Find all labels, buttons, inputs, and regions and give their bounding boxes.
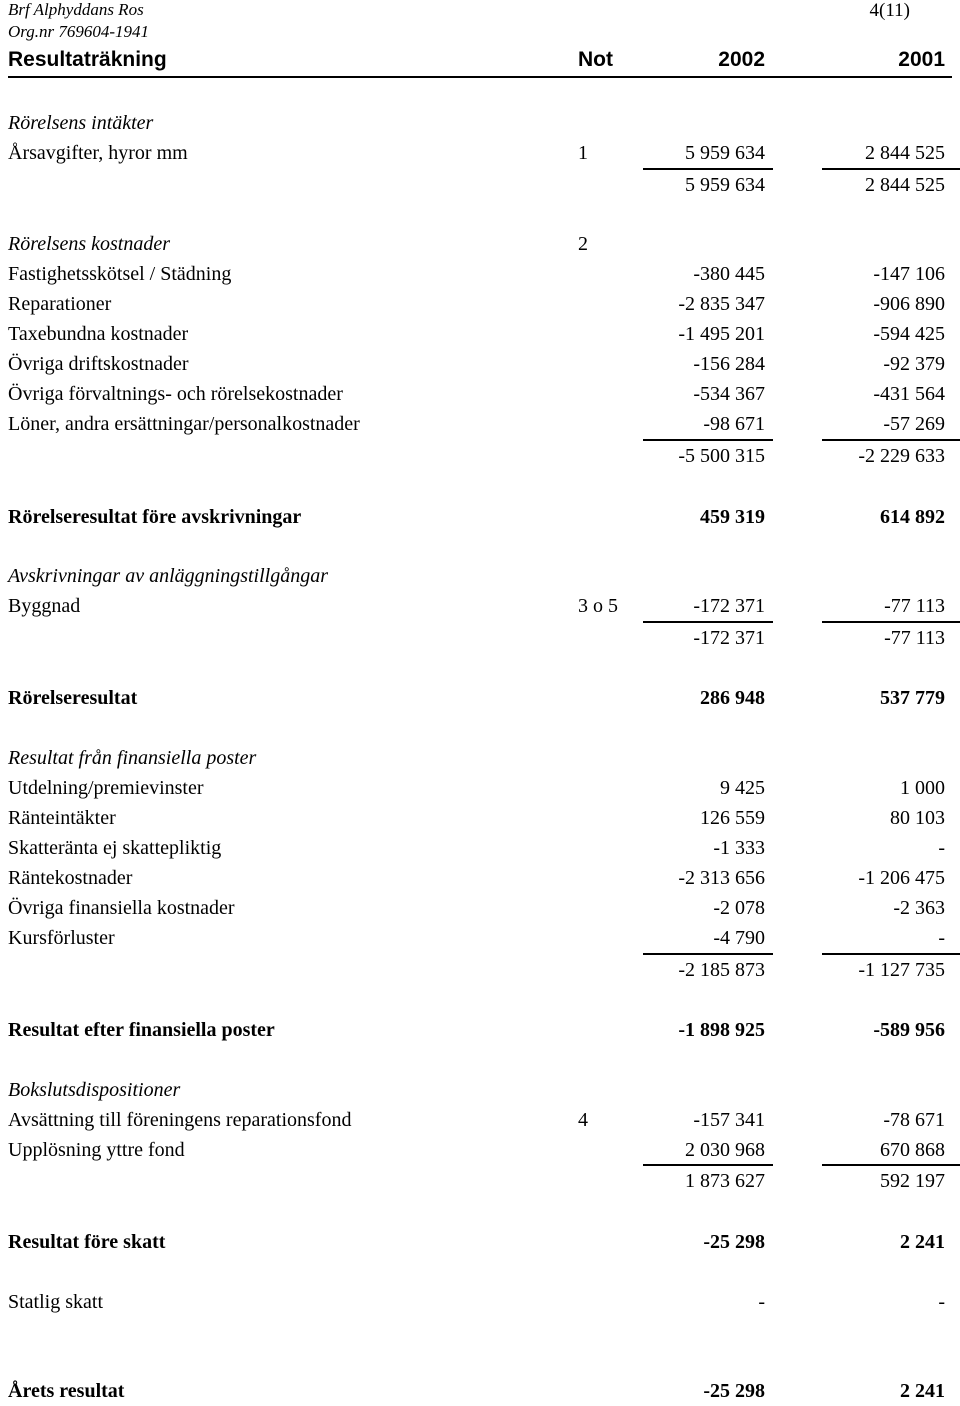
result-row [8, 502, 952, 532]
row-label: Statlig skatt [8, 1291, 103, 1313]
value-2001: 537 779 [880, 687, 945, 709]
value-2001: -77 113 [884, 595, 945, 617]
value-2002: -2 313 656 [678, 867, 765, 889]
value-2002: -1 495 201 [678, 323, 765, 345]
value-2001: -431 564 [873, 383, 945, 405]
value-2002: 286 948 [700, 687, 765, 709]
value-2002: -98 671 [703, 413, 765, 435]
year-2001-column-header: 2001 [898, 48, 945, 71]
row-label: Årets resultat [8, 1380, 125, 1402]
result-row [8, 1227, 952, 1257]
value-2001: - [938, 837, 945, 859]
value-2001: -77 113 [884, 627, 945, 649]
row-label: Bokslutsdispositioner [8, 1079, 181, 1101]
row-label: Räntekostnader [8, 867, 133, 889]
row-label: Byggnad [8, 595, 81, 617]
value-2001: -1 127 735 [858, 959, 945, 981]
row-label: Övriga förvaltnings- och rörelsekostnader [8, 383, 343, 405]
value-2002: - [758, 1291, 765, 1313]
row-label: Resultat från finansiella poster [8, 747, 257, 769]
value-2002: 126 559 [700, 807, 765, 829]
row-note: 2 [578, 233, 588, 255]
value-2002: -1 898 925 [678, 1019, 765, 1041]
value-2002: -4 790 [713, 927, 765, 949]
table-row [8, 1287, 952, 1317]
value-2001: -147 106 [873, 263, 945, 285]
table-row [8, 833, 952, 863]
row-label: Årsavgifter, hyror mm [8, 142, 188, 164]
value-2002: -25 298 [703, 1380, 765, 1402]
section-heading [8, 561, 952, 591]
row-note: 4 [578, 1109, 588, 1131]
value-2001: 80 103 [890, 807, 945, 829]
table-row [8, 923, 952, 953]
org-number: Org.nr 769604-1941 [8, 22, 150, 41]
value-2001: - [938, 927, 945, 949]
table-row [8, 803, 952, 833]
section-heading [8, 743, 952, 773]
value-2001: 2 844 525 [865, 142, 945, 164]
value-2001: -594 425 [873, 323, 945, 345]
subtotal-row [8, 170, 952, 200]
value-2002: -1 333 [713, 837, 765, 859]
row-label: Utdelning/premievinster [8, 777, 204, 799]
table-row [8, 773, 952, 803]
value-2001: -57 269 [883, 413, 945, 435]
row-note: 3 o 5 [578, 595, 618, 617]
result-row [8, 1015, 952, 1045]
row-label: Rörelsens intäkter [8, 112, 154, 134]
value-2002: -172 371 [693, 627, 765, 649]
value-2002: -2 078 [713, 897, 765, 919]
row-label: Rörelseresultat [8, 687, 138, 709]
section-heading [8, 229, 952, 259]
result-row [8, 683, 952, 713]
subtotal-row [8, 441, 952, 471]
value-2002: -2 835 347 [678, 293, 765, 315]
table-row [8, 319, 952, 349]
value-2001: 2 241 [900, 1231, 945, 1253]
value-2001: 2 241 [900, 1380, 945, 1402]
result-row [8, 1376, 952, 1406]
value-2002: 5 959 634 [685, 174, 765, 196]
value-2002: -5 500 315 [678, 445, 765, 467]
row-label: Övriga driftskostnader [8, 353, 189, 375]
value-2001: - [938, 1291, 945, 1313]
value-2001: -906 890 [873, 293, 945, 315]
table-row [8, 259, 952, 289]
value-2001: -92 379 [883, 353, 945, 375]
table-row [8, 863, 952, 893]
value-2002: -380 445 [693, 263, 765, 285]
note-column-header: Not [578, 48, 613, 71]
row-label: Reparationer [8, 293, 112, 315]
subtotal-row [8, 955, 952, 985]
value-2001: -589 956 [873, 1019, 945, 1041]
value-2002: -156 284 [693, 353, 765, 375]
value-2002: 1 873 627 [685, 1170, 765, 1192]
row-label: Taxebundna kostnader [8, 323, 189, 345]
subtotal-row [8, 623, 952, 653]
value-2002: -157 341 [693, 1109, 765, 1131]
year-2002-column-header: 2002 [718, 48, 765, 71]
table-row [8, 409, 952, 439]
table-header [8, 46, 952, 78]
value-2002: -534 367 [693, 383, 765, 405]
row-label: Rörelsens kostnader [8, 233, 171, 255]
section-heading [8, 1075, 952, 1105]
value-2001: 670 868 [880, 1139, 945, 1161]
table-row [8, 591, 952, 621]
row-label: Rörelseresultat före avskrivningar [8, 506, 302, 528]
table-row [8, 138, 952, 168]
table-row [8, 893, 952, 923]
table-row [8, 1105, 952, 1135]
row-label: Resultat före skatt [8, 1231, 166, 1253]
row-label: Avskrivningar av anläggningstillgångar [8, 565, 328, 587]
value-2002: 9 425 [720, 777, 765, 799]
value-2002: -172 371 [693, 595, 765, 617]
value-2002: -2 185 873 [678, 959, 765, 981]
value-2001: -2 229 633 [858, 445, 945, 467]
value-2001: 614 892 [880, 506, 945, 528]
page-title: Resultaträkning [8, 48, 167, 71]
value-2002: 5 959 634 [685, 142, 765, 164]
row-label: Löner, andra ersättningar/personalkostnader [8, 413, 360, 435]
value-2001: -2 363 [893, 897, 945, 919]
value-2002: -25 298 [703, 1231, 765, 1253]
table-row [8, 1135, 952, 1165]
row-label: Upplösning yttre fond [8, 1139, 185, 1161]
row-label: Fastighetsskötsel / Städning [8, 263, 232, 285]
row-label: Skatteränta ej skattepliktig [8, 837, 222, 859]
section-heading [8, 108, 952, 138]
org-name: Brf Alphyddans Ros [8, 0, 144, 19]
row-label: Övriga finansiella kostnader [8, 897, 235, 919]
value-2001: -1 206 475 [858, 867, 945, 889]
value-2001: 1 000 [900, 777, 945, 799]
table-row [8, 349, 952, 379]
value-2002: 2 030 968 [685, 1139, 765, 1161]
row-label: Ränteintäkter [8, 807, 116, 829]
table-row [8, 379, 952, 409]
row-label: Resultat efter finansiella poster [8, 1019, 275, 1041]
value-2001: 592 197 [880, 1170, 945, 1192]
value-2001: -78 671 [883, 1109, 945, 1131]
value-2001: 2 844 525 [865, 174, 945, 196]
row-label: Avsättning till föreningens reparationsfond [8, 1109, 352, 1131]
row-note: 1 [578, 142, 588, 164]
page-number: 4(11) [869, 0, 910, 21]
value-2002: 459 319 [700, 506, 765, 528]
table-row [8, 289, 952, 319]
row-label: Kursförluster [8, 927, 115, 949]
subtotal-row [8, 1166, 952, 1196]
